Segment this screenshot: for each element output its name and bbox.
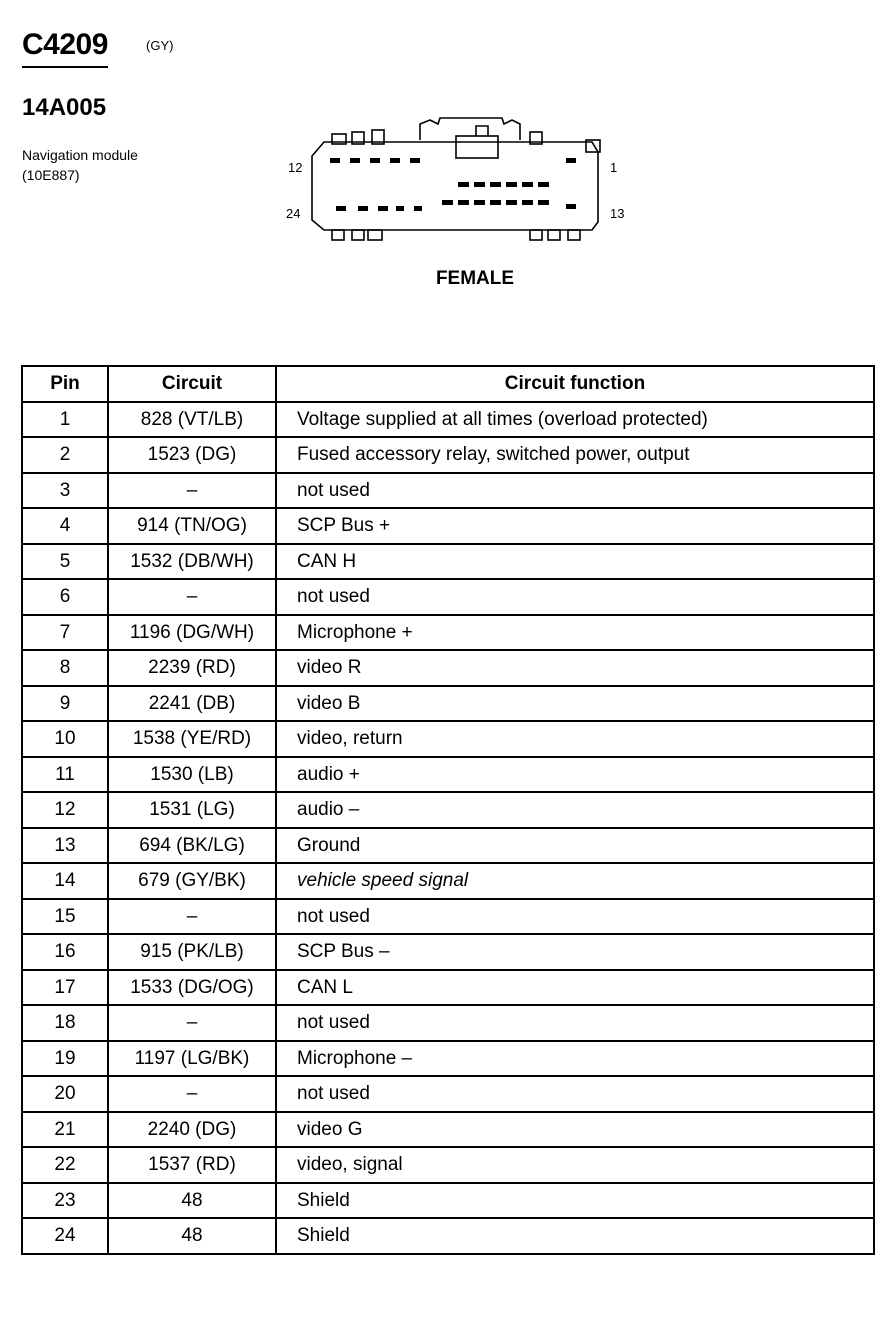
table-row [22,1183,874,1219]
table-row [22,473,874,509]
function-cell: not used [276,473,874,509]
circuit-cell: – [108,1005,276,1041]
table-row [22,615,874,651]
pin-cell: 7 [22,615,108,651]
table-header-row [22,366,874,402]
circuit-cell: 1196 (DG/WH) [108,615,276,651]
function-cell: Shield [276,1183,874,1219]
table-row [22,899,874,935]
circuit-cell: 1538 (YE/RD) [108,721,276,757]
circuit-cell: 1537 (RD) [108,1147,276,1183]
pin-label-12: 12 [288,160,303,175]
circuit-cell: 1523 (DG) [108,437,276,473]
pin-cell: 9 [22,686,108,722]
function-cell: SCP Bus – [276,934,874,970]
function-cell: SCP Bus + [276,508,874,544]
table-row [22,863,874,899]
header-circuit-function: Circuit function [276,366,874,402]
table-row [22,828,874,864]
module-name [22,145,138,185]
function-cell: video B [276,686,874,722]
header-pin: Pin [22,366,108,402]
pin-cell: 17 [22,970,108,1006]
circuit-cell: 48 [108,1218,276,1254]
circuit-cell: 2239 (RD) [108,650,276,686]
circuit-cell: 48 [108,1183,276,1219]
function-cell: Microphone – [276,1041,874,1077]
connector-latch-window [456,136,498,158]
pin-label-24: 24 [286,206,301,221]
pin-cell: 14 [22,863,108,899]
table-row [22,1041,874,1077]
pin-cell: 20 [22,1076,108,1112]
circuit-cell: 1533 (DG/OG) [108,970,276,1006]
function-cell: video G [276,1112,874,1148]
pin-cell: 5 [22,544,108,580]
circuit-cell: 915 (PK/LB) [108,934,276,970]
pin-cell: 19 [22,1041,108,1077]
pin-cavities [330,158,576,211]
function-cell: Microphone + [276,615,874,651]
table-row [22,508,874,544]
pin-cell: 8 [22,650,108,686]
connector-gender-label: FEMALE [435,268,515,289]
circuit-cell: 1532 (DB/WH) [108,544,276,580]
function-cell: audio – [276,792,874,828]
pin-cell: 1 [22,402,108,438]
pin-cell: 22 [22,1147,108,1183]
table-row [22,650,874,686]
function-cell: audio + [276,757,874,793]
header-circuit: Circuit [108,366,276,402]
circuit-cell: – [108,1076,276,1112]
function-cell: CAN L [276,970,874,1006]
circuit-cell: 1531 (LG) [108,792,276,828]
circuit-cell: 2241 (DB) [108,686,276,722]
pin-cell: 18 [22,1005,108,1041]
table-row [22,402,874,438]
pin-cell: 23 [22,1183,108,1219]
table-row [22,1147,874,1183]
circuit-cell: 914 (TN/OG) [108,508,276,544]
pinout-table [21,365,875,1255]
table-row [22,934,874,970]
module-name-line2: (10E887) [22,167,80,183]
function-cell: Ground [276,828,874,864]
pin-cell: 13 [22,828,108,864]
function-cell: CAN H [276,544,874,580]
table-row [22,544,874,580]
table-row [22,721,874,757]
pin-cell: 12 [22,792,108,828]
function-cell: vehicle speed signal [276,863,874,899]
function-cell: video R [276,650,874,686]
table-row [22,792,874,828]
pin-cell: 11 [22,757,108,793]
circuit-cell: 694 (BK/LG) [108,828,276,864]
circuit-cell: – [108,579,276,615]
circuit-cell: – [108,899,276,935]
part-number: 14A005 [22,94,107,121]
pin-cell: 15 [22,899,108,935]
table-row [22,970,874,1006]
pin-cell: 4 [22,508,108,544]
module-name-line1: Navigation module [22,147,138,163]
function-cell: not used [276,899,874,935]
pin-cell: 3 [22,473,108,509]
table-row [22,437,874,473]
table-row [22,1076,874,1112]
function-cell: video, return [276,721,874,757]
pin-cell: 21 [22,1112,108,1148]
pin-cell: 10 [22,721,108,757]
circuit-cell: 2240 (DG) [108,1112,276,1148]
table-row [22,686,874,722]
function-cell: Shield [276,1218,874,1254]
table-row [22,1218,874,1254]
function-cell: Fused accessory relay, switched power, output [276,437,874,473]
circuit-cell: 1197 (LG/BK) [108,1041,276,1077]
circuit-cell: 1530 (LB) [108,757,276,793]
pin-cell: 16 [22,934,108,970]
pin-cell: 2 [22,437,108,473]
connector-face-diagram [280,112,640,252]
table-row [22,1112,874,1148]
connector-housing [312,142,598,230]
connector-id: C4209 [22,26,108,68]
function-cell: not used [276,1076,874,1112]
circuit-cell: 679 (GY/BK) [108,863,276,899]
function-cell: not used [276,1005,874,1041]
pin-label-1: 1 [610,160,618,175]
pin-cell: 6 [22,579,108,615]
table-row [22,1005,874,1041]
circuit-cell: 828 (VT/LB) [108,402,276,438]
pin-cell: 24 [22,1218,108,1254]
function-cell: Voltage supplied at all times (overload protected) [276,402,874,438]
function-cell: not used [276,579,874,615]
circuit-cell: – [108,473,276,509]
pin-label-13: 13 [610,206,625,221]
function-cell: video, signal [276,1147,874,1183]
connector-color: (GY) [146,38,174,53]
table-row [22,579,874,615]
table-row [22,757,874,793]
